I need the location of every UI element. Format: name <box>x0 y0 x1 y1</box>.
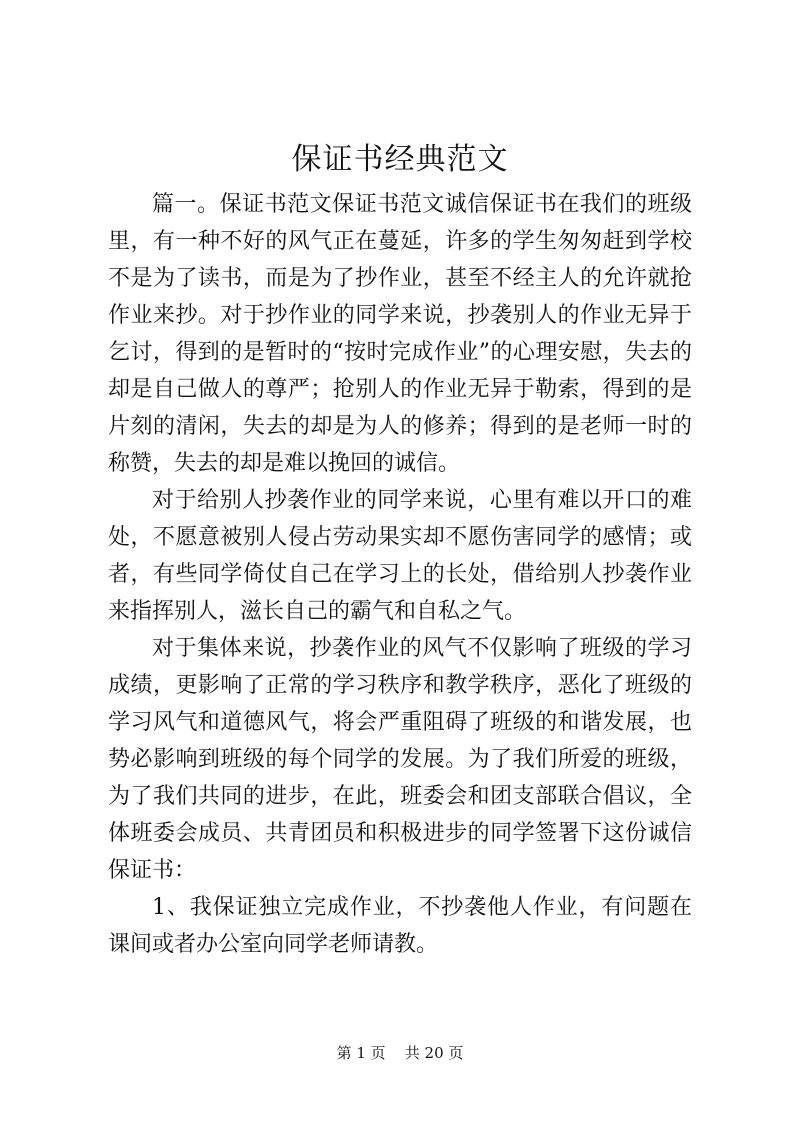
document-body <box>108 186 692 963</box>
total-pages: 共 20 页 <box>404 1044 464 1062</box>
footer-spacer <box>390 1044 400 1062</box>
paragraph-3: 对于集体来说，抄袭作业的风气不仅影响了班级的学习成绩，更影响了正常的学习秩序和教学秩序，恶化了班级的学习风气和道德风气，将会严重阻碍了班级的和谐发展，也势必影响到班级的每个同学的发展。为了我们所爱的班级，为了我们共同的进步，在此，班委会和团支部联合倡议，全体班委会成员、共青团员和积极进步的同学签署下这份诚信保证书： <box>108 636 692 883</box>
paragraph-1: 篇一。保证书范文保证书范文诚信保证书在我们的班级里，有一种不好的风气正在蔓延，许多的学生匆匆赶到学校不是为了读书，而是为了抄作业，甚至不经主人的允许就抢作业来抄。对于抄作业的同学来说，抄袭别人的作业无异于乞讨，得到的是暂时的“按时完成作业”的心理安慰，失去的却是自己做人的尊严；抢别人的作业无异于勒索，得到的是片刻的清闲，失去的却是为人的修养；得到的是老师一时的称赞，失去的却是难以挽回的诚信。 <box>108 192 692 476</box>
document-title: 保证书经典范文 <box>291 142 509 177</box>
page-number: 第 1 页 <box>336 1044 386 1062</box>
paragraph-2: 对于给别人抄袭作业的同学来说，心里有难以开口的难处，不愿意被别人侵占劳动果实却不愿伤害同学的感情；或者，有些同学倚仗自己在学习上的长处，借给别人抄袭作业来指挥别人，滋长自己的霸气和自私之气。 <box>108 488 692 624</box>
paragraph-4: 1、我保证独立完成作业，不抄袭他人作业，有问题在课间或者办公室向同学老师请教。 <box>108 895 692 957</box>
page-footer <box>0 1043 800 1063</box>
